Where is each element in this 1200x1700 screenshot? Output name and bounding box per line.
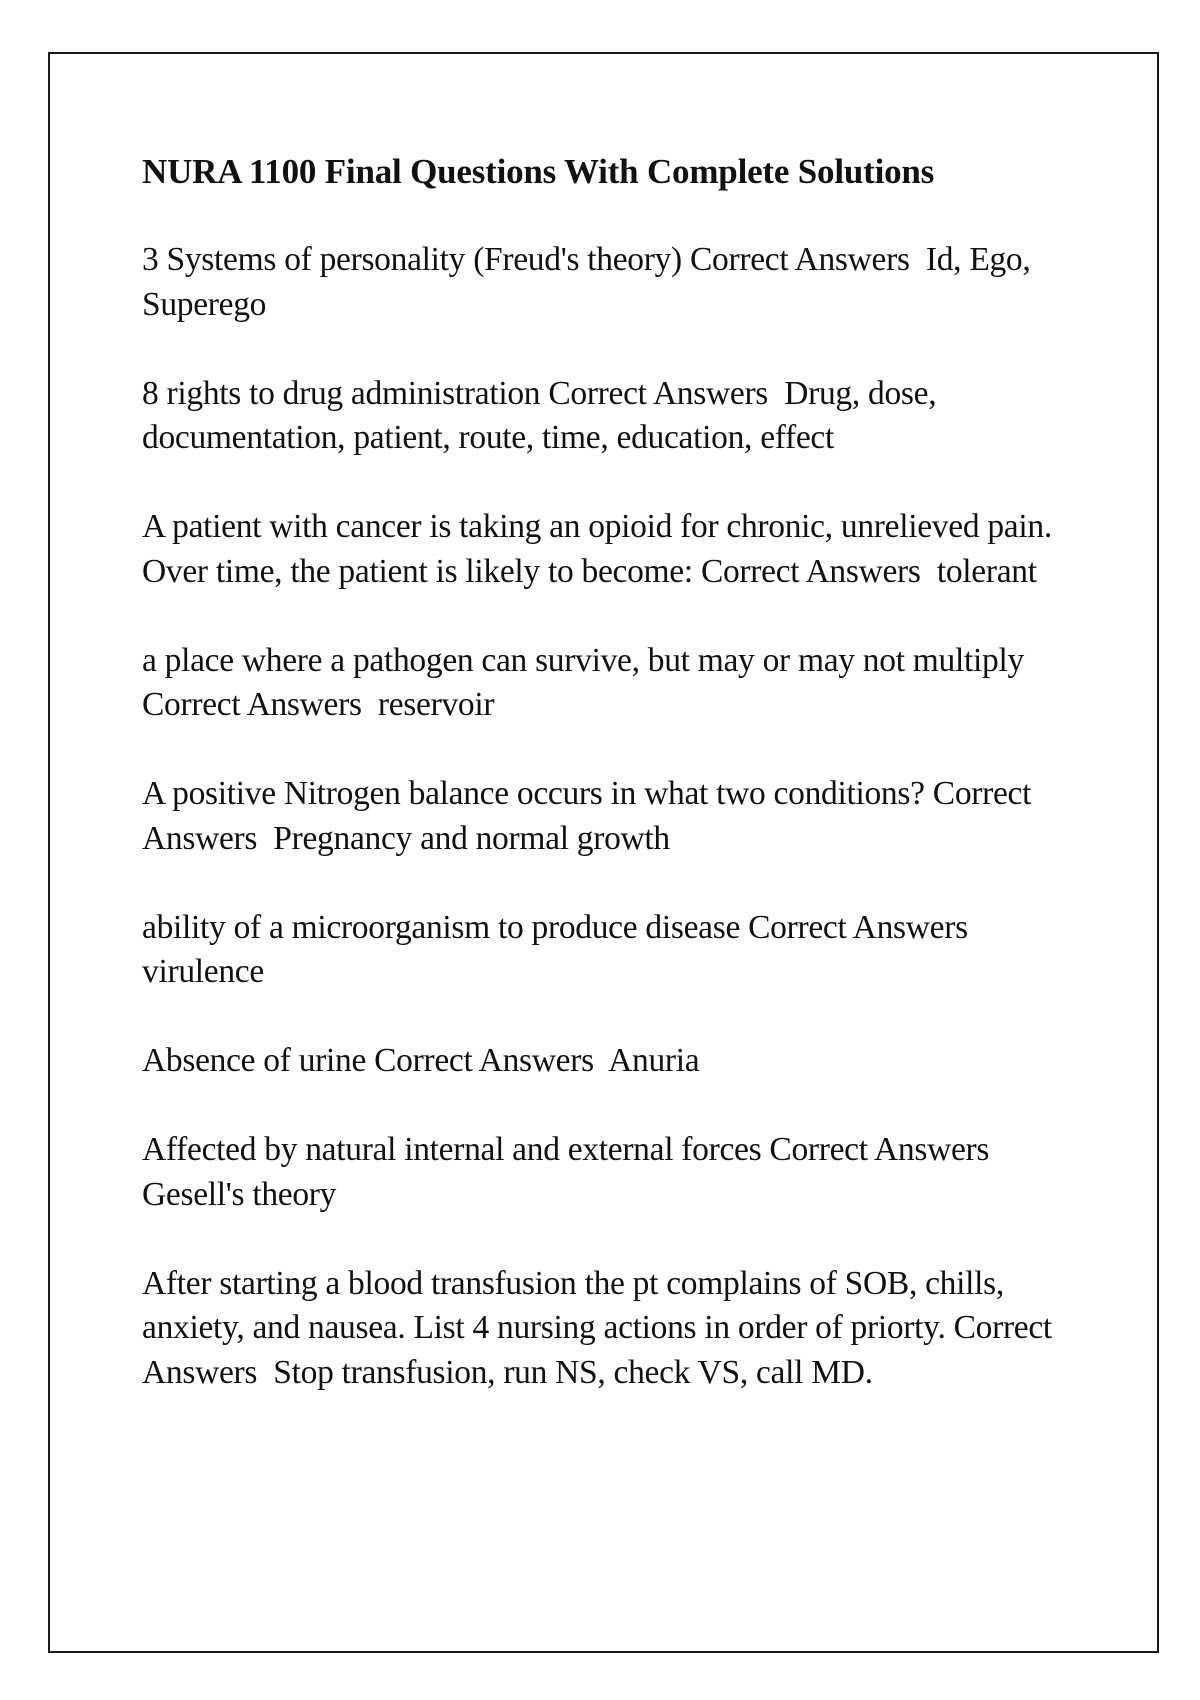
question-text: 3 Systems of personality (Freud's theory) — [142, 241, 682, 278]
question-text: 8 rights to drug administration — [142, 374, 541, 412]
question-text: A patient with cancer is taking an opioid for chronic, unrelieved pain. Over time, the patient is likely to become: — [142, 508, 1052, 590]
qa-item — [142, 906, 1082, 995]
answer-text: Anuria — [608, 1042, 700, 1079]
correct-answers-label: Correct Answers — [748, 908, 968, 946]
question-text: ability of a microorganism to produce disease — [142, 908, 741, 946]
qa-item — [142, 1262, 1082, 1396]
question-text: Absence of urine — [142, 1042, 367, 1079]
correct-answers-label: Correct Answers — [769, 1131, 990, 1168]
correct-answers-label: Correct Answers — [142, 775, 1032, 857]
question-text: Affected by natural internal and external forces — [142, 1131, 762, 1168]
answer-text: Gesell's theory — [142, 1175, 337, 1213]
qa-item — [142, 639, 1082, 728]
qa-item — [142, 238, 1082, 327]
answer-text: reservoir — [377, 686, 495, 723]
qa-item — [142, 372, 1082, 461]
correct-answers-label: Correct Answers — [374, 1042, 594, 1079]
question-text: A positive Nitrogen balance occurs in what two conditions? — [142, 775, 925, 812]
correct-answers-label: Correct Answers — [142, 1309, 1052, 1391]
answer-text: tolerant — [936, 552, 1037, 590]
correct-answers-label: Correct Answers — [700, 552, 921, 590]
answer-text: Stop transfusion, run NS, check VS, call MD. — [273, 1353, 873, 1391]
qa-item — [142, 772, 1082, 861]
document-body — [142, 150, 1082, 1440]
qa-item — [142, 505, 1082, 594]
qa-item — [142, 1039, 1082, 1084]
correct-answers-label: Correct Answers — [548, 374, 769, 412]
question-text: a place where a pathogen can survive, but may or may not multiply — [142, 641, 1024, 679]
answer-text: Drug, dose, documentation, patient, route, time, education, effect — [142, 374, 937, 456]
answer-text: Pregnancy and normal growth — [273, 819, 670, 857]
qa-item — [142, 1128, 1082, 1217]
answer-text: Id, Ego, Superego — [142, 241, 1031, 323]
answer-text: virulence — [142, 953, 264, 990]
document-title: NURA 1100 Final Questions With Complete Solutions — [142, 152, 935, 191]
question-text: After starting a blood transfusion the pt complains of SOB, chills, anxiety, and nausea. List 4 nursing actions in order of priorty. — [142, 1264, 1004, 1346]
correct-answers-label: Correct Answers — [689, 241, 910, 278]
correct-answers-label: Correct Answers — [142, 686, 362, 723]
